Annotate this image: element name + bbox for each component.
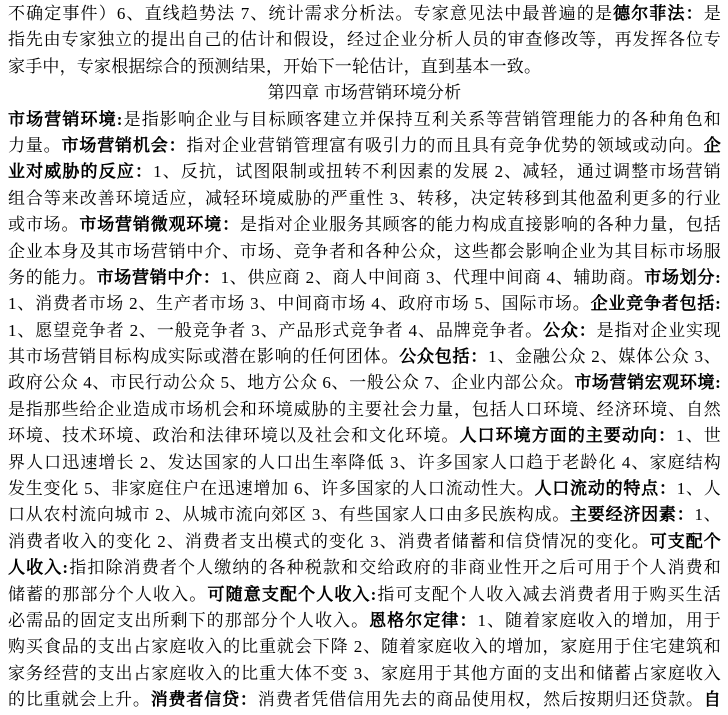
text-line <box>8 397 721 423</box>
text-line <box>8 608 721 634</box>
text-line <box>8 1 721 27</box>
bold-term: 人口环境方面的主要动向： <box>459 426 677 446</box>
bold-term: 公众包括： <box>399 347 489 367</box>
text-run: 务的能力。 <box>8 267 97 287</box>
text-run: 口从农村流向城市 2、从城市流向郊区 3、有些国家人口由多民族构成。 <box>8 505 571 525</box>
text-line <box>8 107 721 133</box>
text-run: 1、愿望竞争者 2、一般竞争者 3、产品形式竞争者 4、品牌竞争者。 <box>8 320 544 340</box>
text-run: 力量。 <box>8 135 62 155</box>
text-line <box>8 476 721 502</box>
bold-term: 企业竞争者包括: <box>590 294 721 314</box>
text-run: 消费者收入的变化 2、消费者支出模式的变化 3、消费者储蓄和信贷情况的变化。 <box>8 531 650 551</box>
text-run: 第四章 市场营销环境分析 <box>267 83 462 103</box>
text-run: 界人口迅速增长 2、发达国家的人口出生率降低 3、许多国家人口趋于老龄化 4、家庭结构 <box>8 452 721 472</box>
text-run: 组合等来改善环境适应，减轻环境威胁的严重性 3、转移，决定转移到其他盈利更多的行业 <box>8 188 721 208</box>
bold-term: 德尔菲法： <box>613 4 704 23</box>
document-body <box>8 1 721 714</box>
text-line <box>8 555 721 581</box>
bold-term: 可随意支配个人收入: <box>207 584 377 604</box>
text-line <box>8 370 721 396</box>
text-line <box>8 318 721 344</box>
bold-term: 市场营销中介： <box>96 267 221 287</box>
text-run: 是指影响企业与目标顾客建立并保持互利关系等营销管理能力的各种角色和 <box>122 109 721 129</box>
text-run: 是指对企业实现 <box>596 320 721 340</box>
text-run: 1、消费者市场 2、生产者市场 3、中间商市场 4、政府市场 5、国际市场。 <box>8 294 591 314</box>
bold-term: 消费者信贷： <box>150 690 258 710</box>
text-line <box>8 423 721 449</box>
text-line <box>8 54 721 80</box>
text-run: 必需品的固定支出所剩下的那部分个人收入。 <box>8 610 370 630</box>
text-line <box>8 450 721 476</box>
text-line <box>8 159 721 185</box>
text-run: 1、金融公众 2、媒体公众 3、 <box>488 347 721 367</box>
bold-term: 公众： <box>543 320 597 340</box>
text-run: 环境、技术环境、政治和法律环境以及社会和文化环境。 <box>8 426 460 446</box>
text-run: 1、反抗，试图限制或扭转不利因素的发展 2、减轻，通过调整市场营销 <box>153 162 721 182</box>
text-line <box>8 634 721 660</box>
bold-term: 市场营销机会： <box>61 135 187 155</box>
text-run: 的比重就会上升。 <box>8 690 151 710</box>
bold-term: 人口流动的特点： <box>534 479 677 499</box>
text-line <box>8 186 721 212</box>
text-line <box>8 27 721 53</box>
text-run: 其市场营销目标构成实际或潜在影响的任何团体。 <box>8 347 400 367</box>
text-run: 1、供应商 2、商人中间商 3、代理中间商 4、辅助商。 <box>220 267 645 287</box>
text-run: 指扣除消费者个人缴纳的各种税款和交给政府的非商业性开之后可用于个人消费和 <box>68 558 721 578</box>
text-run: 1、人 <box>676 479 721 499</box>
text-run: 政府公众 4、市民行动公众 5、地方公众 6、一般公众 7、企业内部公众。 <box>8 373 575 393</box>
bold-term: 业对威胁的反应： <box>8 162 154 182</box>
bold-term: 市场营销环境: <box>8 109 123 129</box>
text-run: 指可支配个人收入减去消费者用于购买生活 <box>376 584 721 604</box>
bold-term: 人收入: <box>8 558 69 578</box>
bold-term: 市场营销宏观环境: <box>574 373 721 393</box>
text-run: 家务经营的支出占家庭收入的比重大体不变 3、家庭用于其他方面的支出和储蓄占家庭收入 <box>8 663 721 683</box>
text-run: 1、随着家庭收入的增加，用于 <box>477 610 721 630</box>
bold-term: 企 <box>703 135 721 155</box>
text-line <box>8 502 721 528</box>
text-run: 家手中，专家根据综合的预测结果，开始下一轮估计，直到基本一致。 <box>8 56 542 76</box>
bold-term: 可支配个 <box>649 531 721 551</box>
text-run: 或市场。 <box>8 215 80 235</box>
text-line <box>8 582 721 608</box>
text-run: 发生变化 5、非家庭住户在迅速增加 6、许多国家的人口流动性大。 <box>8 479 535 499</box>
text-line <box>8 661 721 687</box>
text-line <box>8 529 721 555</box>
text-run: 是指对企业服务其顾客的能力构成直接影响的各种力量，包括 <box>239 215 721 235</box>
text-line <box>8 687 721 713</box>
text-line <box>8 133 721 159</box>
text-run: 不确定事件）6、直线趋势法 7、统计需求分析法。专家意见法中最普遍的是 <box>8 4 614 23</box>
text-run: 储蓄的那部分个人收入。 <box>8 584 208 604</box>
text-run: 购买食品的支出占家庭收入的比重就会下降 2、随着家庭收入的增加，家庭用于住宅建筑和 <box>8 637 721 657</box>
text-run: 企业本身及其市场营销中介、市场、竞争者和各种公众，这些都会影响企业为其目标市场服 <box>8 241 721 261</box>
text-line <box>8 291 721 317</box>
text-run: 是指那些给企业造成市场机会和环境威胁的主要社会力量，包括人口环境、经济环境、自然 <box>8 399 721 419</box>
text-line <box>8 239 721 265</box>
bold-term: 恩格尔定律： <box>369 610 478 630</box>
bold-term: 自 <box>703 690 721 710</box>
text-run: 指对企业营销管理富有吸引力的而且具有竞争优势的领域或动向。 <box>186 135 704 155</box>
bold-term: 市场营销微观环境： <box>79 215 240 235</box>
text-run: 消费者凭借信用先去的商品使用权，然后按期归还贷款。 <box>257 690 704 710</box>
bold-term: 市场划分: <box>644 267 721 287</box>
text-run: 1、 <box>694 505 721 525</box>
text-run: 1、世 <box>676 426 721 446</box>
text-line <box>8 212 721 238</box>
bold-term: 主要经济因素： <box>570 505 695 525</box>
text-run: 指先由专家独立的提出自己的估计和假设，经过企业分析人员的审查修改等，再发挥各位专 <box>8 30 721 50</box>
text-line <box>8 265 721 291</box>
text-line <box>8 344 721 370</box>
chapter-heading <box>8 80 721 106</box>
text-run: 是 <box>703 4 721 23</box>
